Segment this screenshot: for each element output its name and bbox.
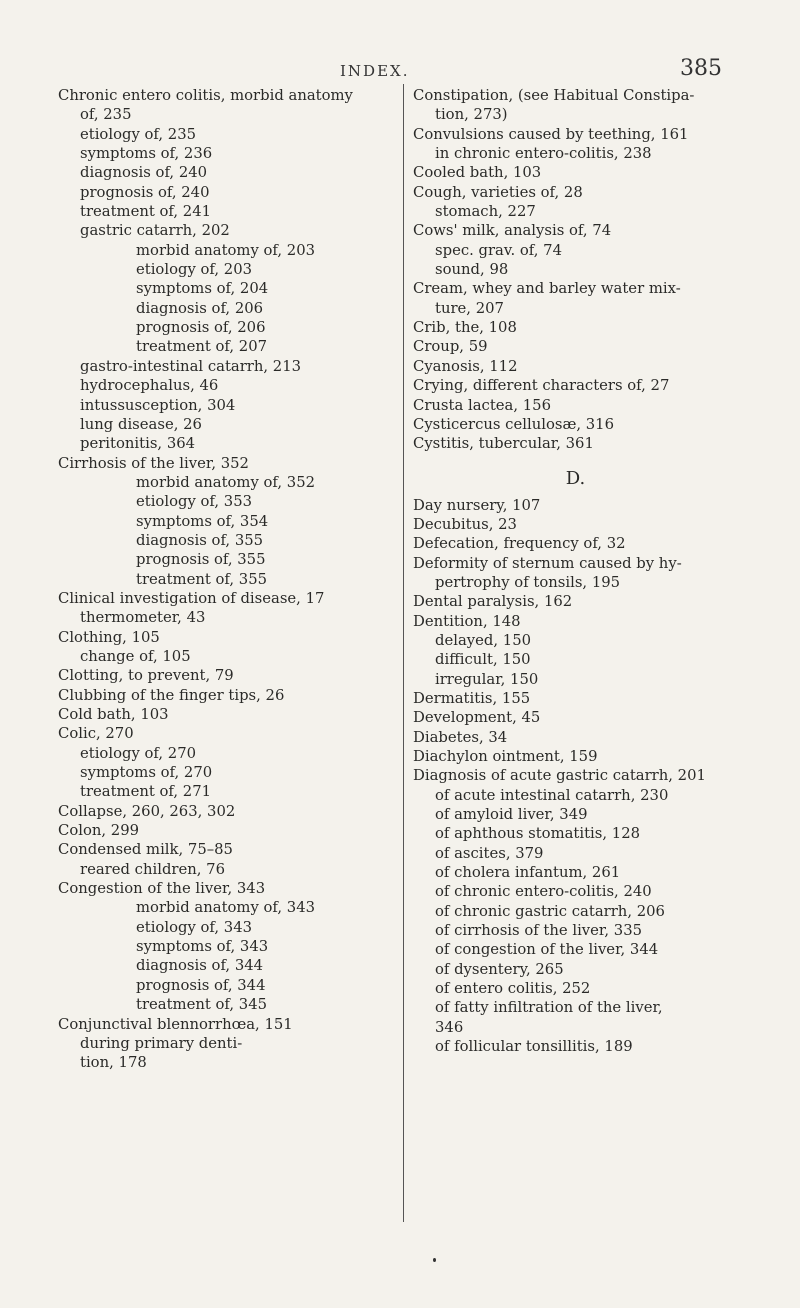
index-entry: prognosis of, 344 xyxy=(136,976,266,994)
index-entry: treatment of, 355 xyxy=(136,570,268,588)
index-entry: treatment of, 207 xyxy=(136,338,268,356)
index-entry: of follicular tonsillitis, 189 xyxy=(435,1038,633,1056)
index-entry: symptoms of, 343 xyxy=(136,938,269,956)
index-entry: irregular, 150 xyxy=(435,670,539,688)
index-entry: Clinical investigation of disease, 17 xyxy=(58,589,325,607)
index-entry: of chronic gastric catarrh, 206 xyxy=(435,902,665,920)
index-entry: pertrophy of tonsils, 195 xyxy=(435,573,621,591)
index-entry: hydrocephalus, 46 xyxy=(80,377,219,395)
column-divider xyxy=(403,84,404,1222)
index-entry: Cough, varieties of, 28 xyxy=(413,183,583,201)
index-entry: of dysentery, 265 xyxy=(435,960,564,978)
index-entry: Clubbing of the finger tips, 26 xyxy=(58,686,285,704)
index-entry: etiology of, 353 xyxy=(136,493,253,511)
index-entry: change of, 105 xyxy=(80,647,191,665)
index-entry: during primary denti- xyxy=(80,1034,243,1052)
index-entry: difficult, 150 xyxy=(435,651,531,669)
index-entry: treatment of, 241 xyxy=(80,203,212,221)
index-entry: Cystitis, tubercular, 361 xyxy=(413,435,594,453)
index-entry: tion, 273) xyxy=(435,106,508,124)
index-entry: sound, 98 xyxy=(435,261,509,279)
index-entry: etiology of, 203 xyxy=(136,261,253,279)
index-entry: Collapse, 260, 263, 302 xyxy=(58,802,236,820)
index-entry: stomach, 227 xyxy=(435,203,536,221)
index-entry: of aphthous stomatitis, 128 xyxy=(435,825,641,843)
index-entry: Diachylon ointment, 159 xyxy=(413,748,598,765)
index-entry: gastric catarrh, 202 xyxy=(80,222,230,240)
index-entry: morbid anatomy of, 203 xyxy=(136,241,316,259)
index-entry: Cream, whey and barley water mix- xyxy=(413,280,681,298)
index-entry: Diagnosis of acute gastric catarrh, 201 xyxy=(413,767,706,785)
index-entry: of, 235 xyxy=(80,106,132,124)
index-entry: of ascites, 379 xyxy=(435,844,544,862)
running-title: INDEX. xyxy=(340,62,410,80)
index-entry: peritonitis, 364 xyxy=(80,435,196,453)
index-entry: 346 xyxy=(435,1018,464,1036)
index-entry: Congestion of the liver, 343 xyxy=(58,880,266,898)
index-entry: of chronic entero-colitis, 240 xyxy=(435,883,652,901)
index-entry: of entero colitis, 252 xyxy=(435,980,591,998)
index-entry: Defecation, frequency of, 32 xyxy=(413,535,626,553)
ink-speck xyxy=(433,1258,436,1262)
index-entry: Deformity of sternum caused by hy- xyxy=(413,554,682,572)
index-entry: ture, 207 xyxy=(435,299,504,317)
index-entries-c xyxy=(413,86,758,454)
index-entry: of fatty infiltration of the liver, xyxy=(435,999,663,1017)
index-entry: treatment of, 271 xyxy=(80,783,212,801)
index-entry: prognosis of, 355 xyxy=(136,551,266,569)
index-entry: symptoms of, 204 xyxy=(136,280,269,298)
index-entry: Clothing, 105 xyxy=(58,628,160,646)
index-entry: Diabetes, 34 xyxy=(413,728,508,746)
index-entry: of amyloid liver, 349 xyxy=(435,806,588,824)
index-entry: prognosis of, 240 xyxy=(80,183,210,201)
index-entry: diagnosis of, 344 xyxy=(136,957,264,975)
index-entry: Cows' milk, analysis of, 74 xyxy=(413,222,612,240)
index-entry: Convulsions caused by teething, 161 xyxy=(413,125,689,143)
index-entry: Day nursery, 107 xyxy=(413,496,541,514)
index-entry: of acute intestinal catarrh, 230 xyxy=(435,786,669,804)
index-entry: diagnosis of, 206 xyxy=(136,299,264,317)
index-entry: Crusta lactea, 156 xyxy=(413,396,552,414)
index-entry: Chronic entero colitis, morbid anatomy xyxy=(58,87,353,104)
index-entry: etiology of, 343 xyxy=(136,918,253,936)
index-entry: Dentition, 148 xyxy=(413,612,521,630)
index-entry: Crib, the, 108 xyxy=(413,319,517,337)
index-entry: Development, 45 xyxy=(413,709,541,727)
index-entry: spec. grav. of, 74 xyxy=(435,241,562,259)
index-entry: Decubitus, 23 xyxy=(413,515,517,533)
index-entry: gastro-intestinal catarrh, 213 xyxy=(80,357,302,375)
section-letter-d: D. xyxy=(565,467,586,489)
index-entry: tion, 178 xyxy=(80,1054,147,1072)
index-entry: diagnosis of, 240 xyxy=(80,164,208,182)
index-entry: symptoms of, 354 xyxy=(136,512,269,530)
index-entry: delayed, 150 xyxy=(435,631,532,649)
index-entry: Conjunctival blennorrhœa, 151 xyxy=(58,1015,293,1033)
index-entry: Dental paralysis, 162 xyxy=(413,593,573,611)
index-entry: Cyanosis, 112 xyxy=(413,357,518,375)
index-entry: reared children, 76 xyxy=(80,860,226,878)
index-entry: Dermatitis, 155 xyxy=(413,689,531,707)
index-entry: Crying, different characters of, 27 xyxy=(413,377,670,395)
index-entry: in chronic entero-colitis, 238 xyxy=(435,145,652,163)
index-entry: symptoms of, 270 xyxy=(80,764,213,782)
index-entry: prognosis of, 206 xyxy=(136,319,266,337)
index-column-right xyxy=(413,86,758,1057)
index-entry: intussusception, 304 xyxy=(80,396,236,414)
index-entry: of cirrhosis of the liver, 335 xyxy=(435,922,643,940)
index-entry: morbid anatomy of, 343 xyxy=(136,899,316,917)
index-entry: Cysticercus cellulosæ, 316 xyxy=(413,415,615,433)
index-entry: Cirrhosis of the liver, 352 xyxy=(58,454,249,472)
index-entry: lung disease, 26 xyxy=(80,415,202,433)
page-number: 385 xyxy=(680,56,722,81)
index-entry: etiology of, 270 xyxy=(80,744,197,762)
index-entry: diagnosis of, 355 xyxy=(136,531,264,549)
index-entry: symptoms of, 236 xyxy=(80,145,213,163)
index-column-left xyxy=(58,86,403,1073)
index-entry: Colic, 270 xyxy=(58,725,134,743)
index-entry: Colon, 299 xyxy=(58,822,140,840)
index-entries-d xyxy=(413,496,758,1057)
index-entry: thermometer, 43 xyxy=(80,609,206,627)
index-entry: of congestion of the liver, 344 xyxy=(435,941,659,959)
index-entry: morbid anatomy of, 352 xyxy=(136,473,316,491)
index-entry: Constipation, (see Habitual Constipa- xyxy=(413,87,695,104)
index-entry: of cholera infantum, 261 xyxy=(435,864,621,882)
index-entry: Clotting, to prevent, 79 xyxy=(58,667,234,685)
index-entry: Condensed milk, 75–85 xyxy=(58,841,233,859)
index-entry: Croup, 59 xyxy=(413,338,488,356)
index-entry: etiology of, 235 xyxy=(80,125,197,143)
index-entry: Cooled bath, 103 xyxy=(413,164,542,182)
index-entry: treatment of, 345 xyxy=(136,996,268,1014)
index-entry: Cold bath, 103 xyxy=(58,706,169,723)
